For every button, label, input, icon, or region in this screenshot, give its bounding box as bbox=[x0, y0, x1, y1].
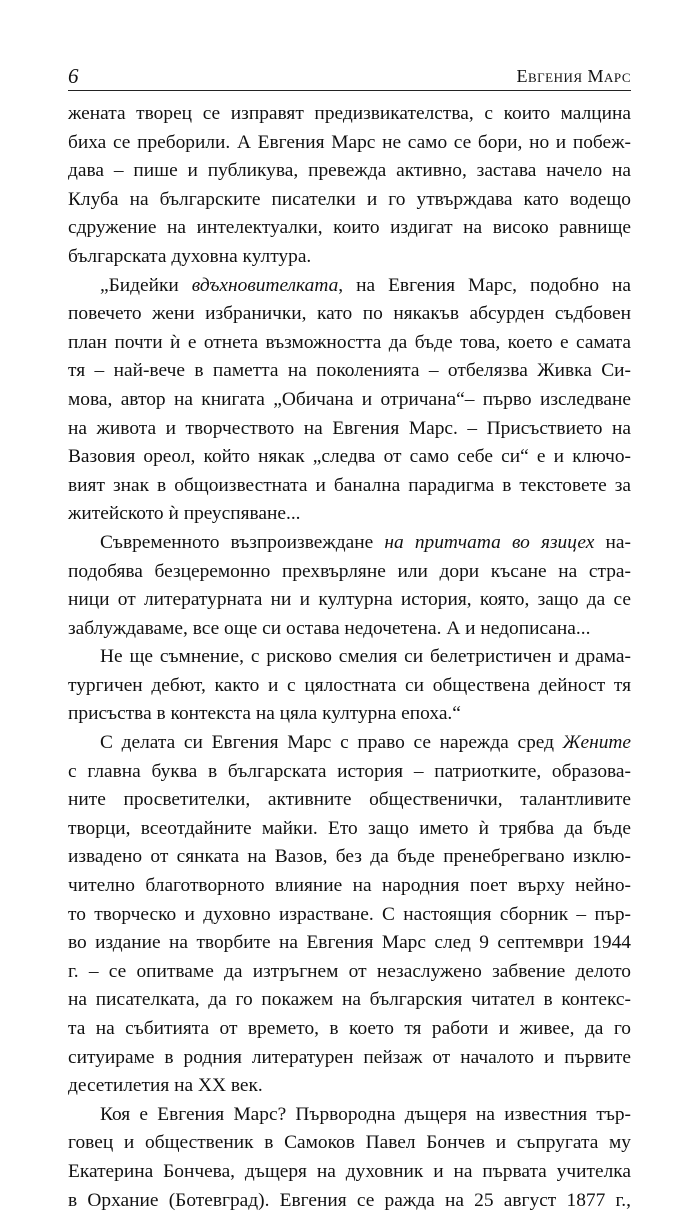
text-segment: ните просветителки, активните общественички, талантливите bbox=[68, 789, 631, 811]
text-line bbox=[68, 500, 631, 529]
text-segment: житейското ѝ преуспяване... bbox=[68, 503, 301, 525]
text-segment: биха се преборили. А Евгения Марс не само се бори, но и побеж- bbox=[68, 131, 631, 153]
text-segment: та на събитията от времето, в което тя работи и живее, да го bbox=[68, 1018, 631, 1039]
text-segment: Не ще съмнение, с рисково смелия си белетристичен и драма- bbox=[100, 646, 631, 668]
text-segment: на живота и творчеството на Евгения Марс. – Присъствието на bbox=[68, 417, 631, 439]
text-line bbox=[68, 243, 631, 272]
text-line bbox=[68, 300, 631, 329]
text-line bbox=[68, 272, 631, 301]
text-segment: Коя е Евгения Марс? Първородна дъщеря на известния тър- bbox=[100, 1103, 631, 1125]
page-header bbox=[68, 62, 631, 91]
text-line bbox=[68, 1072, 631, 1101]
text-segment: извадено от сянката на Вазов, без да бъде пренебрегвано изклю- bbox=[68, 846, 631, 868]
text-segment: Вазовия ореол, който някак „следва от само себе си“ е и ключо- bbox=[68, 446, 631, 468]
text-line bbox=[68, 872, 631, 901]
italic-text: Жените bbox=[562, 732, 631, 754]
text-line bbox=[68, 986, 631, 1015]
text-line bbox=[68, 443, 631, 472]
text-line bbox=[68, 672, 631, 701]
running-head: Евгения Марс bbox=[516, 66, 631, 86]
text-line bbox=[68, 472, 631, 501]
text-segment: дава – пише и публикува, превежда активно, застава начело на bbox=[68, 160, 631, 182]
text-segment: ситуираме в родния литературен пейзаж от началото и първите bbox=[68, 1046, 631, 1068]
text-segment: на писателката, да го покажем на българския читател в контекс- bbox=[68, 989, 631, 1011]
text-segment: с главна буква в българската история – патриотките, образова- bbox=[68, 760, 631, 782]
text-segment: на- bbox=[594, 531, 631, 553]
text-segment: десетилетия на XX век. bbox=[68, 1075, 263, 1097]
text-segment: тургичен дебют, както и с цялостната си обществена дейност тя bbox=[68, 674, 631, 696]
text-line bbox=[68, 129, 631, 158]
text-line bbox=[68, 786, 631, 815]
text-line bbox=[68, 586, 631, 615]
text-line bbox=[68, 1187, 631, 1215]
text-line bbox=[68, 558, 631, 587]
text-line bbox=[68, 1015, 631, 1044]
paragraph bbox=[68, 100, 631, 272]
text-line bbox=[68, 958, 631, 987]
text-segment: жената творец се изправят предизвикателства, с които малцина bbox=[68, 103, 631, 124]
text-segment: „Бидейки bbox=[100, 274, 192, 296]
text-segment: българската духовна култура. bbox=[68, 245, 312, 267]
text-segment: Съвременното възпроизвеждане bbox=[100, 531, 385, 553]
text-line bbox=[68, 843, 631, 872]
text-line bbox=[68, 1044, 631, 1073]
paragraph bbox=[68, 272, 631, 529]
text-segment: ници от литературната ни и културна история, която, защо да се bbox=[68, 589, 631, 611]
text-segment: говец и общественик в Самоков Павел Бончев и съпругата му bbox=[68, 1132, 631, 1154]
text-segment: сдружение на интелектуалки, които издигат на високо равнище bbox=[68, 217, 631, 239]
text-segment: вият знак в общоизвестната и банална парадигма в текстовете за bbox=[68, 474, 631, 496]
text-segment: присъства в контекста на цяла културна епоха.“ bbox=[68, 703, 461, 725]
paragraph bbox=[68, 729, 631, 1101]
text-line bbox=[68, 929, 631, 958]
text-segment: заблуждаваме, все още си остава недочетена. А и недописана... bbox=[68, 617, 591, 639]
text-segment: подобява безцеремонно прехвърляне или дори късане на стра- bbox=[68, 560, 631, 582]
text-segment: Клуба на българските писателки и го утвърждава като водещо bbox=[68, 188, 631, 210]
italic-text: вдъхновителката bbox=[191, 274, 339, 296]
page-number: 6 bbox=[68, 64, 79, 88]
text-line bbox=[68, 700, 631, 729]
paragraph bbox=[68, 529, 631, 643]
text-segment: то творческо и духовно израстване. С настоящия сборник – пър- bbox=[68, 903, 631, 925]
text-segment: мова, автор на книгата „Обичана и отричана“– първо изследване bbox=[68, 388, 631, 410]
text-segment: повечето жени избранички, като по някакъв абсурден съдбовен bbox=[68, 303, 631, 325]
text-line bbox=[68, 214, 631, 243]
text-line bbox=[68, 386, 631, 415]
text-line bbox=[68, 100, 631, 129]
text-segment: в Орхание (Ботевград). Евгения се ражда на 25 август 1877 г., bbox=[68, 1189, 631, 1211]
text-line bbox=[68, 186, 631, 215]
text-line bbox=[68, 615, 631, 644]
text-line bbox=[68, 901, 631, 930]
text-line bbox=[68, 815, 631, 844]
text-segment: во издание на творбите на Евгения Марс след 9 септември 1944 bbox=[68, 932, 631, 954]
text-line bbox=[68, 157, 631, 186]
text-line bbox=[68, 1101, 631, 1130]
text-line bbox=[68, 1129, 631, 1158]
text-line bbox=[68, 1158, 631, 1187]
text-segment: С делата си Евгения Марс с право се нарежда сред bbox=[100, 732, 563, 754]
text-line bbox=[68, 643, 631, 672]
paragraph bbox=[68, 1101, 631, 1215]
text-segment: Екатерина Бончева, дъщеря на духовник и на първата учителка bbox=[68, 1160, 631, 1182]
text-segment: тя – най-вече в паметта на поколенията – отбелязва Живка Си- bbox=[68, 360, 631, 382]
text-segment: чително благотворното влияние на народния поет върху нейно- bbox=[68, 875, 631, 897]
italic-text: на притчата во язицех bbox=[384, 531, 595, 553]
text-line bbox=[68, 329, 631, 358]
text-segment: творци, всеотдайните майки. Ето защо името ѝ трябва да бъде bbox=[68, 817, 631, 839]
text-segment: , на Евгения Марс, подобно на bbox=[338, 274, 631, 296]
text-line bbox=[68, 357, 631, 386]
text-line bbox=[68, 758, 631, 787]
text-line bbox=[68, 529, 631, 558]
text-segment: г. – се опитваме да изтръгнем от незаслужено забвение делото bbox=[68, 960, 631, 982]
body-text bbox=[68, 100, 631, 1215]
paragraph bbox=[68, 643, 631, 729]
text-line bbox=[68, 729, 631, 758]
text-segment: план почти ѝ е отнета възможността да бъде това, което е самата bbox=[68, 331, 631, 353]
text-line bbox=[68, 415, 631, 444]
